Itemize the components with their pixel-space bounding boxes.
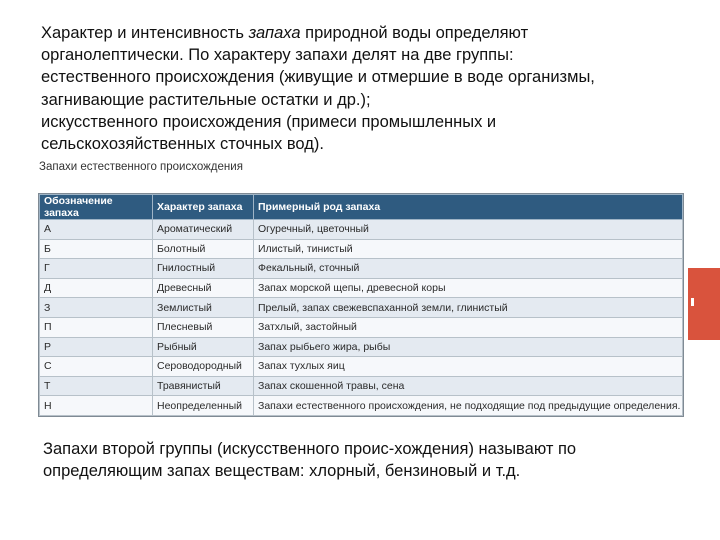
outro-paragraph: Запахи второй группы (искусственного проис-хождения) называют по определяющим запах веществам: хлорный, бензиновый и т.д. <box>43 440 577 481</box>
table-row <box>40 278 683 298</box>
table-row <box>40 239 683 259</box>
cell-character: Ароматический <box>153 220 254 240</box>
cell-type: Илистый, тинистый <box>254 239 683 259</box>
table-row <box>40 396 683 416</box>
cell-designation: П <box>40 317 153 337</box>
cell-designation: А <box>40 220 153 240</box>
cell-designation: С <box>40 357 153 377</box>
cell-character: Неопределенный <box>153 396 254 416</box>
table-row <box>40 298 683 318</box>
cell-designation: Р <box>40 337 153 357</box>
cell-character: Травянистый <box>153 376 254 396</box>
table-row <box>40 376 683 396</box>
cell-designation: Г <box>40 259 153 279</box>
table-row <box>40 259 683 279</box>
header-character: Характер запаха <box>153 195 254 220</box>
table-row <box>40 220 683 240</box>
intro-text-start: Характер и интенсивность <box>41 24 249 42</box>
slide-edge-mark <box>691 298 694 306</box>
cell-type: Запах тухлых яиц <box>254 357 683 377</box>
cell-character: Древесный <box>153 278 254 298</box>
cell-designation: Н <box>40 396 153 416</box>
table-caption: Запахи естественного происхождения <box>39 161 243 173</box>
cell-type: Запах скошенной травы, сена <box>254 376 683 396</box>
cell-character: Плесневый <box>153 317 254 337</box>
cell-character: Землистый <box>153 298 254 318</box>
cell-type: Прелый, запах свежевспаханной земли, глинистый <box>254 298 683 318</box>
cell-type: Затхлый, застойный <box>254 317 683 337</box>
cell-character: Гнилостный <box>153 259 254 279</box>
odor-table-container <box>38 193 684 417</box>
cell-designation: Т <box>40 376 153 396</box>
table-row <box>40 317 683 337</box>
header-type: Примерный род запаха <box>254 195 683 220</box>
table-row <box>40 357 683 377</box>
cell-type: Запах рыбьего жира, рыбы <box>254 337 683 357</box>
cell-character: Рыбный <box>153 337 254 357</box>
intro-emphasis: запаха <box>248 24 301 42</box>
intro-text-rest: природной воды определяют органолептически. По характеру запахи делят на две группы: естественного происхождения (живущие и отмершие в воде организмы, загнивающие растительные остатки и др.); искусственного происхождения (примеси промышленных и сельскохозяйственных сточных вод). <box>41 24 595 154</box>
table-row <box>40 337 683 357</box>
cell-designation: Д <box>40 278 153 298</box>
cell-designation: Б <box>40 239 153 259</box>
intro-paragraph <box>41 22 701 155</box>
odor-table <box>39 194 683 416</box>
cell-type: Запахи естественного происхождения, не подходящие под предыдущие определения. <box>254 396 683 416</box>
cell-type: Фекальный, сточный <box>254 259 683 279</box>
cell-designation: З <box>40 298 153 318</box>
table-header-row <box>40 195 683 220</box>
header-designation: Обозначение запаха <box>40 195 153 220</box>
cell-character: Сероводородный <box>153 357 254 377</box>
cell-type: Запах морской щепы, древесной коры <box>254 278 683 298</box>
cell-type: Огуречный, цветочный <box>254 220 683 240</box>
cell-character: Болотный <box>153 239 254 259</box>
